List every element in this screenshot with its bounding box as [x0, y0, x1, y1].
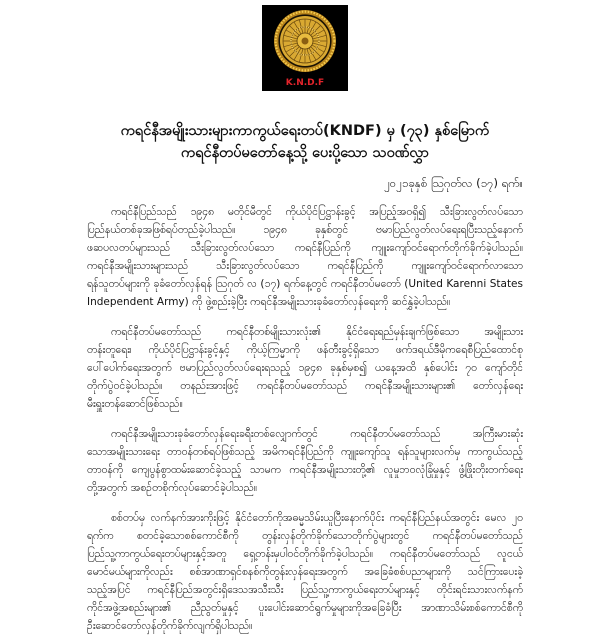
body-line: ပြည်သူ့ကာကွယ်ရေးတပ်များနှင့်အတူ ရှေ့တန်းမှပါဝင်တိုက်ခိုက်ခဲ့ပါသည်။ ကရင်နီတပ်မတော်သည် လူငယ် — [87, 548, 523, 560]
body-line: ရန်သူတပ်များကို ခုခံတော်လှန်ရန် ဩဂုတ် လ (၁၇) ရက်နေ့တွင် ကရင်နီတပ်မတော် (United Karenni States — [87, 278, 523, 290]
body-line: စစ်တပ်မှ လက်နက်အားကိုးဖြင့် နိုင်ငံတော်ကိုအဓမ္မသိမ်းယူပြီးနောက်ပိုင်း ကရင်နီပြည်နယ်အတွင်း မေလ ၂၀ — [111, 512, 523, 524]
body-line: ကိုင်အဖွဲ့အစည်းများ၏ ညီညွတ်မှုနှင့် ပူးပေါင်းဆောင်ရွက်မှုများကိုအခြေခံပြီး အာဏာသိမ်းစစ်ကောင်စီကို — [87, 602, 523, 614]
body-line: သည့်အပြင် ကရင်နီပြည်အတွင်းရှိဒေသအသီးသီး ပြည်သူ့ကာကွယ်ရေးတပ်များနှင့် တိုင်းရင်းသားလက်နက် — [87, 584, 523, 596]
body-line: ဖဆပလတပ်များသည် သီးခြားလွတ်လပ်သော ကရင်နီပြည်ကို ကျူးကျော်ဝင်ရောက်တိုက်ခိုက်ခဲ့ပါသည်။ — [87, 242, 523, 254]
body-line: ပေါ်ပေါက်ရေးအတွက် ဗမာပြည်လွတ်လပ်ရေးရသည့် ၁၉၄၈ ခုနှစ်မှစ၍ ယနေ့အထိ နှစ်ပေါင်း ၇၀ ကျော်တိုင် — [87, 362, 523, 374]
document-title — [0, 120, 610, 164]
body-line: သောအမျိုးသားရေး တာဝန်တစ်ရပ်ဖြစ်သည့် အမိကရင်နီပြည်ကို ကျူးကျော်သူ ရန်သူများလက်မှ ကာကွယ်သည့် — [87, 446, 523, 458]
body-line: ပြည်နယ်တစ်ခုအဖြစ်ရပ်တည်ခဲ့ပါသည်။ ၁၉၄၈ ခုနှစ်တွင် ဗမာပြည်လွတ်လပ်ရေးရပြီးသည့်နောက် — [87, 224, 523, 236]
body-line: ကရင်နီအမျိုးသားခုခံတော်လှန်ရေးခရီးတစ်လျှောက်တွင် ကရင်နီတပ်မတော်သည် အကြီးမားဆုံး — [111, 428, 523, 440]
body-line: တိုက်ပွဲဝင်ခဲ့ပါသည်။ တနည်းအားဖြင့် ကရင်နီတပ်မတော်သည် ကရင်နီအမျိုးသားများ၏ တော်လှန်ရေး — [87, 380, 523, 392]
title-line-1: ကရင်နီအမျိုးသားများကာကွယ်ရေးတပ်(KNDF) မှ (၇၃) နှစ်မြောက် — [120, 123, 490, 139]
body-line: Independent Army) ကို ဖွဲ့စည်းခဲ့ပြီး ကရင်နီအမျိုးသားခုခံတော်လှန်ရေးကို ဆင်နွှဲခဲ့ပါသည်။ — [87, 296, 451, 308]
body-line: ရက်က စတင်ခဲ့သောစစ်ကောင်စီကို တွန်းလှန်တိုက်ခိုက်သောတိုက်ပွဲများတွင် ကရင်နီတပ်မတော်သည် — [87, 530, 523, 542]
logo-text: K.N.D.F — [285, 78, 325, 88]
kndf-logo — [262, 5, 348, 91]
title-line-2: ကရင်နီတပ်မတော်နေ့သို့ ပေးပို့သော သဝဏ်လွှာ — [181, 145, 429, 161]
emblem-core — [302, 38, 309, 45]
body-line: တန်းတူရေး၊ ကိုယ်ပိုင်ပြဋ္ဌာန်းခွင့်နှင့် ကိုယ့်ကြမ္မာကို ဖန်တီးခွင့်ရှိသော ဖက်ဒရယ်ဒီမိုကရေစီပြည်ထောင်စု — [87, 344, 523, 356]
date-text: ၂၀၂၁ခုနှစ် ဩဂုတ်လ (၁၇) ရက်။ — [384, 176, 523, 190]
body-line: မီးရှူးတန်ဆောင်ဖြစ်သည်။ — [87, 398, 183, 410]
document-date — [223, 173, 523, 193]
body-line: တာဝန်ကို ကျေပွန်စွာထမ်းဆောင်ခဲ့သည့် သာမက ကရင်နီအမျိုးသားတို့၏ လူမှုဘဝလုံခြုံမှုနှင့် ဖွံ့ဖြိုးတိုးတက်ရေး — [87, 464, 523, 476]
paragraph-4 — [87, 509, 523, 635]
body-line: ကရင်နီတပ်မတော်သည် ကရင်နီတစ်မျိုးသားလုံး၏ နိုင်ငံရေးရည်မှန်းချက်ဖြစ်သော အမျိုးသား — [111, 326, 523, 338]
document-body — [87, 203, 523, 635]
paragraph-3 — [87, 425, 523, 497]
body-line: ကရင်နီပြည်သည် ၁၉၄၈ မတိုင်မီတွင် ကိုယ်ပိုင်ပြဋ္ဌာန်းခွင့် အပြည့်အဝရှိ၍ သီးခြားလွတ်လပ်သော — [111, 206, 523, 218]
body-line: ဦးဆောင်တော်လှန်တိုက်ခိုက်လျက်ရှိပါသည်။ — [87, 620, 253, 632]
paragraph-1 — [87, 203, 523, 311]
body-line: တို့အတွက် အစဉ်တစိုက်လုပ်ဆောင်ခဲ့ပါသည်။ — [87, 482, 258, 494]
kndf-emblem-icon — [274, 10, 336, 72]
body-line: ကရင်နီအမျိုးသားများသည် သီးခြားလွတ်လပ်သော ကရင်နီပြည်ကို ကျူးကျော်ဝင်ရောက်လာသော — [87, 260, 523, 272]
paragraph-2 — [87, 323, 523, 413]
body-line: မောင်မယ်များကိုလည်း စစ်အာဏာရှင်စနစ်ကိုတွန်းလှန်ရေးအတွက် အခြေခံစစ်ပညာများကို သင်ကြားပေးခဲ့ — [87, 566, 523, 578]
